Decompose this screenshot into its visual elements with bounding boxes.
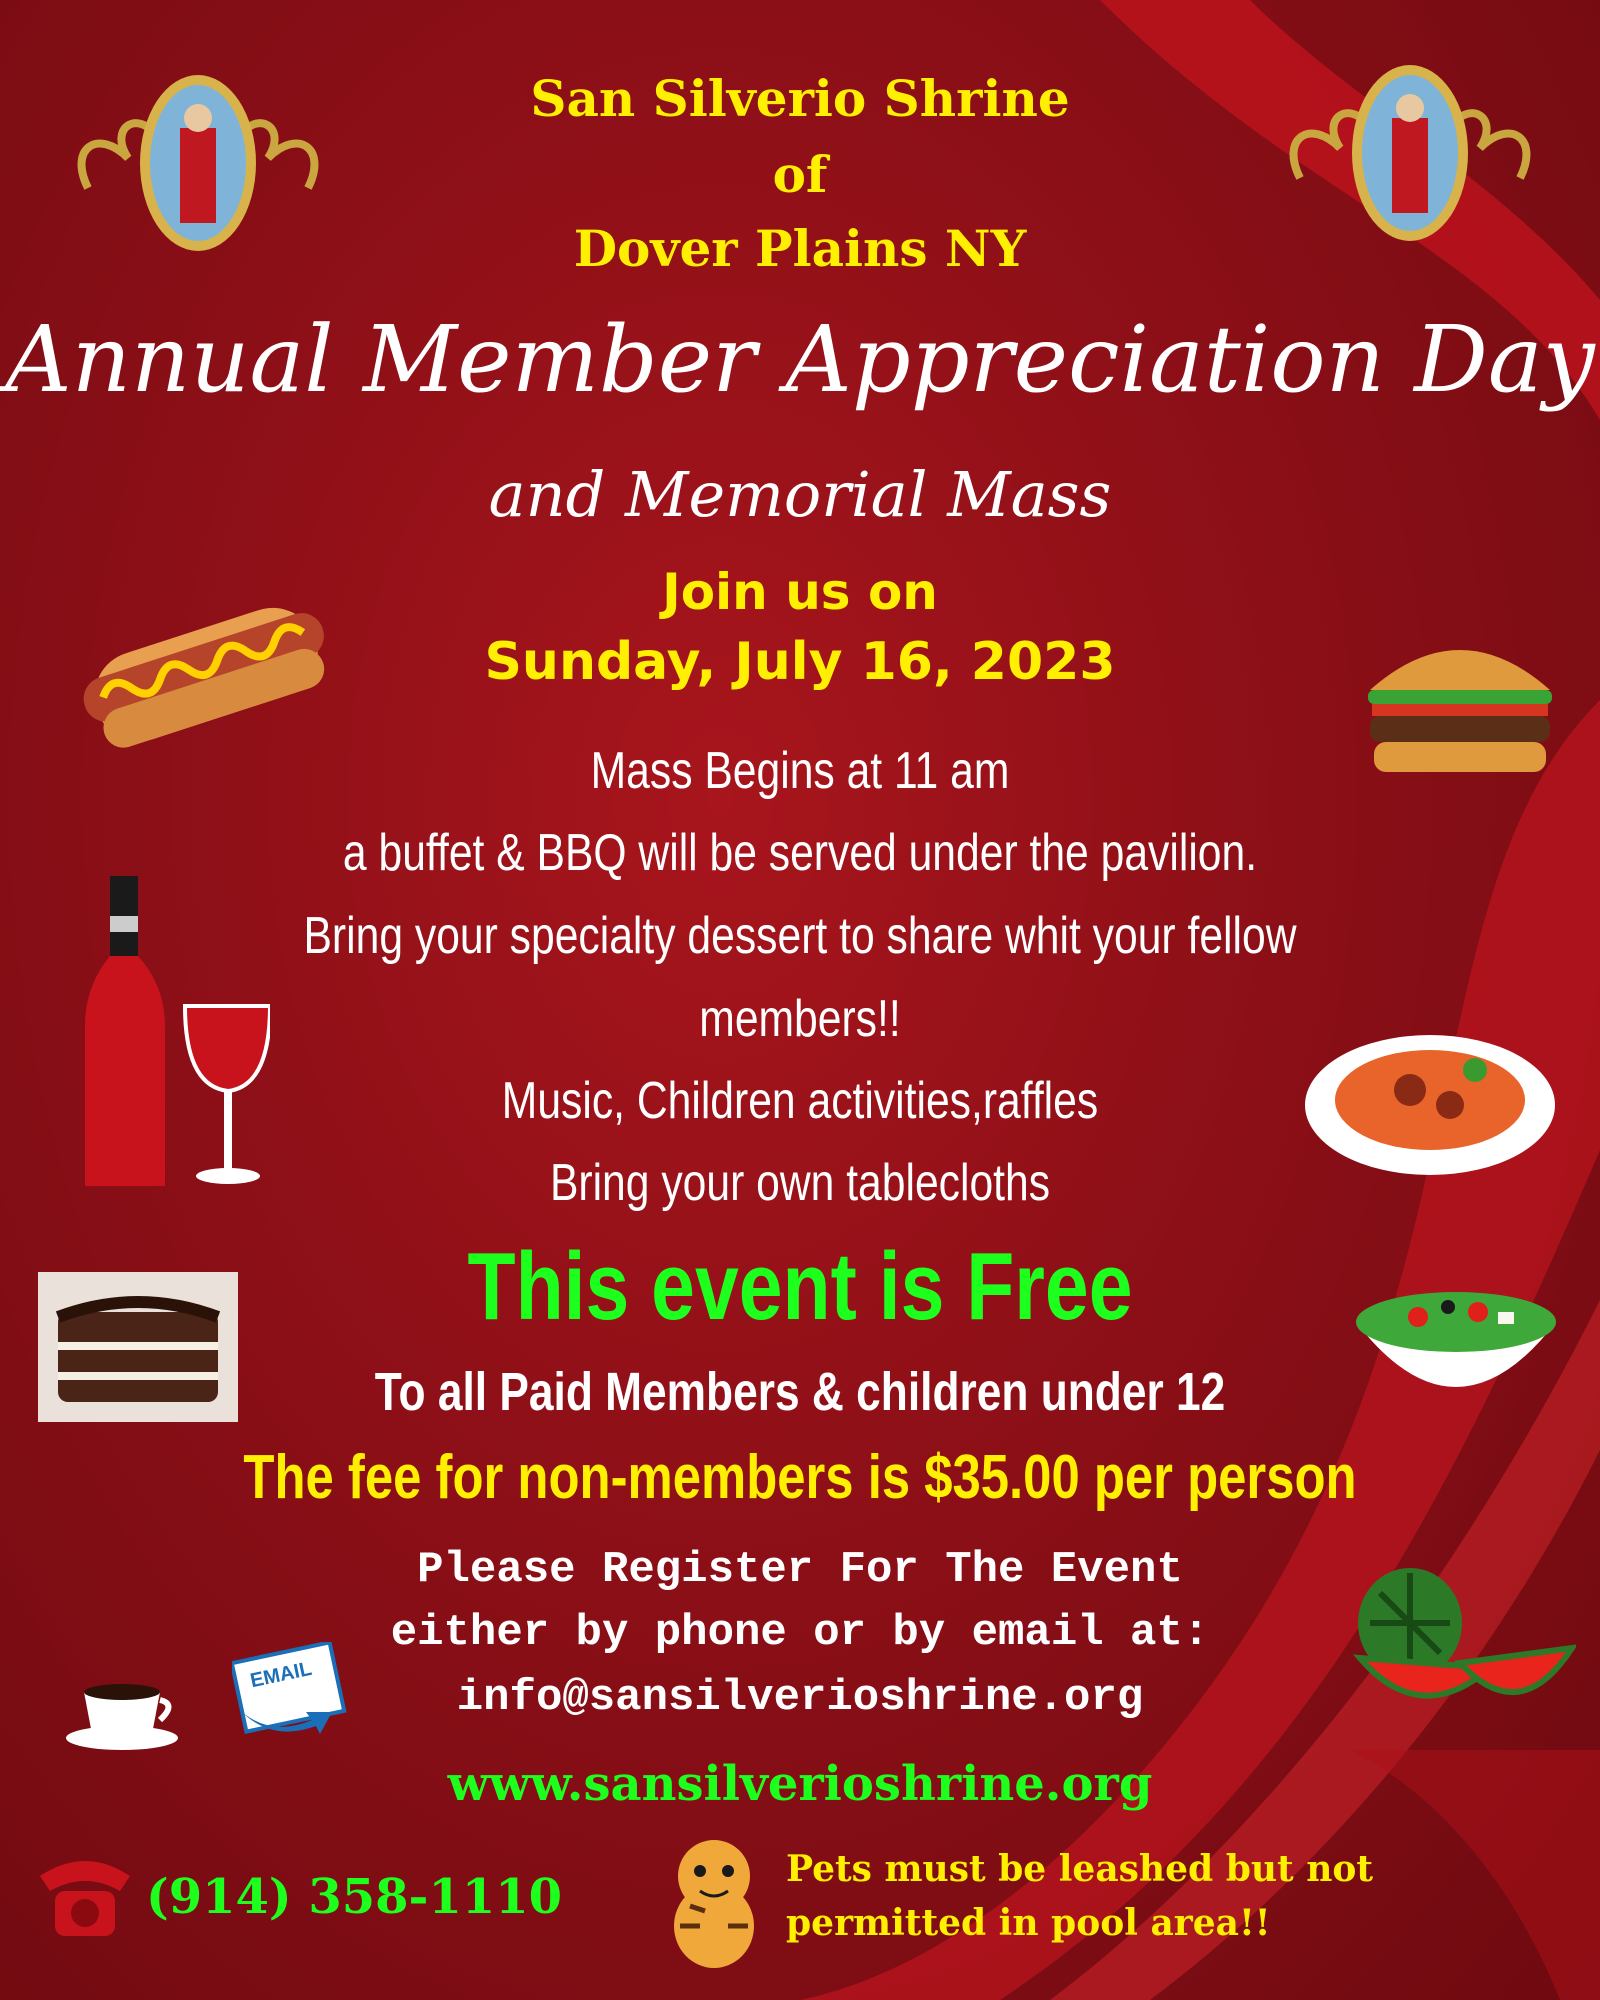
free-banner: This event is Free: [467, 1233, 1133, 1340]
phone-number[interactable]: (914) 358-1110: [146, 1869, 563, 1925]
pets-notice: [786, 1842, 1566, 1950]
register-line: either by phone or by email at:: [390, 1608, 1210, 1658]
pets-line: Pets must be leashed but not: [786, 1848, 1374, 1890]
shrine-location: Dover Plains NY: [573, 219, 1027, 278]
register-line: Please Register For The Event: [417, 1545, 1183, 1595]
non-member-fee: The fee for non-members is $35.00 per person: [243, 1443, 1357, 1512]
shrine-name: San Silverio Shrine: [530, 69, 1070, 128]
coffee-icon: [62, 1672, 182, 1752]
detail-line: a buffet & BBQ will be served under the pavilion.: [342, 824, 1258, 882]
free-eligibility: To all Paid Members & children under 12: [374, 1362, 1226, 1422]
burger-icon: [1360, 620, 1560, 780]
telephone-icon: [30, 1846, 140, 1946]
pasta-icon: [1300, 1010, 1560, 1180]
wine-icon: [70, 876, 270, 1196]
event-date: Sunday, July 16, 2023: [484, 632, 1116, 692]
tiger-icon: [650, 1826, 778, 1976]
join-us: Join us on: [662, 563, 938, 621]
event-subtitle: and Memorial Mass: [488, 458, 1112, 531]
shrine-of: of: [772, 145, 828, 204]
cake-icon: [38, 1272, 238, 1422]
watermelon-icon: [1350, 1568, 1576, 1718]
salad-icon: [1348, 1262, 1564, 1422]
website-link[interactable]: www.sansilverioshrine.org: [447, 1756, 1153, 1812]
detail-line: Bring your specialty dessert to share whit your fellow: [303, 907, 1297, 965]
detail-line: Music, Children activities,raffles: [501, 1072, 1099, 1130]
detail-line: Mass Begins at 11 am: [590, 742, 1010, 800]
detail-line: Bring your own tablecloths: [549, 1154, 1051, 1212]
event-title: Annual Member Appreciation Day: [5, 306, 1595, 413]
pets-line: permitted in pool area!!: [786, 1902, 1271, 1944]
email-icon: [232, 1642, 352, 1738]
envelope-icon: [232, 1642, 352, 1738]
detail-line: members!!: [699, 990, 901, 1048]
hotdog-icon: [68, 560, 338, 770]
email-badge: EMAIL: [248, 1657, 314, 1693]
email-address[interactable]: info@sansilverioshrine.org: [456, 1673, 1144, 1723]
